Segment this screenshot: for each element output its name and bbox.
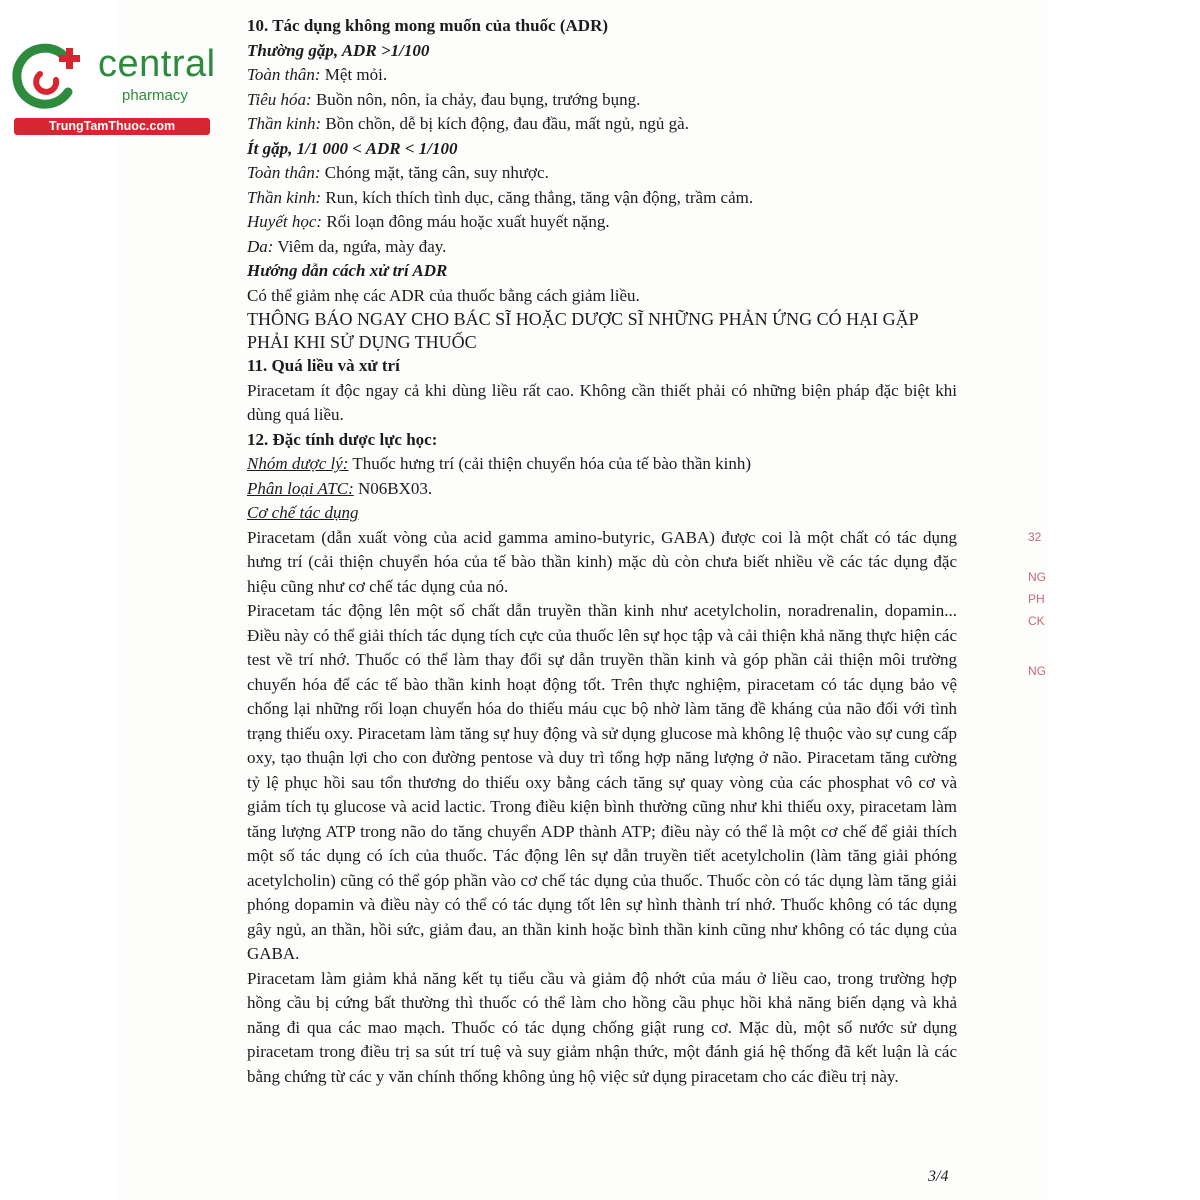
adr-guide-text: Có thể giảm nhẹ các ADR của thuốc bằng cách giảm liều. [247,285,640,305]
logo-name: central [98,43,216,85]
section-12-title: 12. Đặc tính dược lực học: [247,429,438,449]
warning-line: PHẢI KHI SỬ DỤNG THUỐC [247,332,477,352]
atc-label: Phân loại ATC: [247,478,354,498]
group-label: Nhóm dược lý: [247,454,349,473]
item-label: Toàn thân: [247,163,321,182]
section-11-title: 11. Quá liều và xử trí [247,356,400,375]
fragment-text: CK [1028,614,1045,628]
atc-text: N06BX03. [353,478,433,498]
item-label: Tiêu hóa: [247,89,312,109]
uncommon-adr-item [247,210,957,235]
atc-classification [247,477,957,502]
section-10-title: 10. Tác dụng không mong muốn của thuốc (ADR) [247,16,609,35]
uncommon-adr-item [247,186,957,211]
item-label: Toàn thân: [247,65,321,84]
item-label: Da: [247,236,274,256]
logo-website[interactable]: TrungTamThuoc.com [14,118,210,135]
pharmacy-cross-icon [10,40,88,114]
item-label: Thần kinh: [247,114,322,133]
fragment-text: PH [1028,592,1045,606]
common-adr-item [247,112,957,137]
adr-guide-title: Hướng dẫn cách xử trí ADR [247,261,448,280]
mechanism-paragraph: Piracetam (dẫn xuất vòng của acid gamma amino-butyric, GABA) được coi là một chất có tác dụng hưng trí (cải thiện chuyển hóa của tế bào thần kinh) mặc dù còn chưa biết nhiều về các tác dụng đặc hiệu cũng như cơ chế tác dụng của nó. [247,527,957,596]
uncommon-adr-title: Ít gặp, 1/1 000 < ADR < 1/100 [247,138,458,158]
common-adr-title: Thường gặp, ADR >1/100 [247,40,430,60]
item-text: Rối loạn đông máu hoặc xuất huyết nặng. [322,212,610,231]
item-text: Chóng mặt, tăng cân, suy nhược. [320,163,549,182]
mechanism-paragraph: Piracetam làm giảm khả năng kết tụ tiểu cầu và giảm độ nhớt của máu ở liều cao, trong trường hợp hồng cầu bị cứng bất thường thì thuốc có thể làm cho hồng cầu phục hồi khả năng biến dạng và khả năng đi qua các mao mạch. Thuốc có tác dụng chống giật rung cơ. Mặc dù, một số nước sử dụng piracetam trong điều trị sa sút trí tuệ và suy giảm nhận thức, một đánh giá hệ thống đã kết luận là các bằng chứng từ các y văn chính thống không ủng hộ việc sử dụng piracetam cho các điều trị này. [247,968,957,1086]
item-text: Run, kích thích tình dục, căng thẳng, tăng vận động, trầm cảm. [321,187,754,207]
mechanism-label: Cơ chế tác dụng [247,503,359,522]
item-text: Bồn chồn, dễ bị kích động, đau đầu, mất ngủ, ngủ gà. [321,114,689,133]
common-adr-item [247,63,957,88]
common-adr-item [247,88,957,113]
overdose-text: Piracetam ít độc ngay cả khi dùng liều rất cao. Không cần thiết phải có những biện pháp đặc biệt khi dùng quá liều. [247,380,957,424]
fragment-text: NG [1028,570,1046,584]
uncommon-adr-item [247,235,957,260]
fragment-text: NG [1028,664,1046,678]
item-text: Buồn nôn, nôn, ỉa chảy, đau bụng, trướng bụng. [311,89,641,109]
item-label: Huyết học: [247,212,323,231]
item-text: Mệt mỏi. [320,65,388,84]
logo-subtitle: pharmacy [122,87,188,104]
uncommon-adr-item [247,161,957,186]
pharmacologic-group [247,452,957,477]
mechanism-paragraph: Piracetam tác động lên một số chất dẫn truyền thần kinh như acetylcholin, noradrenalin, dopamin... Điều này có thể giải thích tác dụng tích cực của thuốc lên sự học tập và cải thiện khả năng thực hiện các test về trí nhớ. Thuốc có thể làm thay đổi sự dẫn truyền thần kinh và góp phần cải thiện môi trường chuyển hóa để các tế bào thần kinh hoạt động tốt. Trên thực nghiệm, piracetam có tác dụng bảo vệ chống lại những rối loạn chuyển hóa do thiếu máu cục bộ nhờ làm tăng đề kháng của não đối với tình trạng thiếu oxy. Piracetam làm tăng sự huy động và sử dụng glucose mà không lệ thuộc vào sự cung cấp oxy, tạo thuận lợi cho con đường pentose và duy trì tổng hợp năng lượng ở não. Piracetam tăng cường tỷ lệ phục hồi sau tổn thương do thiếu oxy bằng cách tăng sự quay vòng của các phosphat vô cơ và giảm tích tụ glucose và acid lactic. Trong điều kiện bình thường cũng như khi thiếu oxy, piracetam làm tăng lượng ATP trong não do tăng chuyển ADP thành ATP; điều này có thể là một cơ chế để giải thích một số tác dụng có ích của thuốc. Tác động lên sự dẫn truyền tiết acetylcholin (làm tăng giải phóng acetylcholin) cũng có thể góp phần vào cơ chế tác dụng của thuốc. Thuốc còn có tác dụng làm tăng giải phóng dopamin và điều này có thể có tác dụng tốt lên sự hình thành trí nhớ. Thuốc không có tác dụng gây ngủ, an thần, hồi sức, giảm đau, an thần kinh hoặc bình thần kinh cũng như không có tác dụng của GABA. [247,601,957,963]
item-label: Thần kinh: [247,187,322,207]
adjacent-page-fragment [1028,520,1050,690]
fragment-text: 32 [1028,530,1042,544]
item-text: Viêm da, ngứa, mày đay. [273,236,447,256]
page-number: 3/4 [928,1168,949,1185]
warning-line: THÔNG BÁO NGAY CHO BÁC SĨ HOẶC DƯỢC SĨ NHỮNG PHẢN ỨNG CÓ HẠI GẶP [247,309,919,329]
central-pharmacy-logo[interactable] [10,36,215,136]
group-text: Thuốc hưng trí (cải thiện chuyển hóa của tế bào thần kinh) [348,454,752,473]
leaflet-content [247,14,957,1089]
